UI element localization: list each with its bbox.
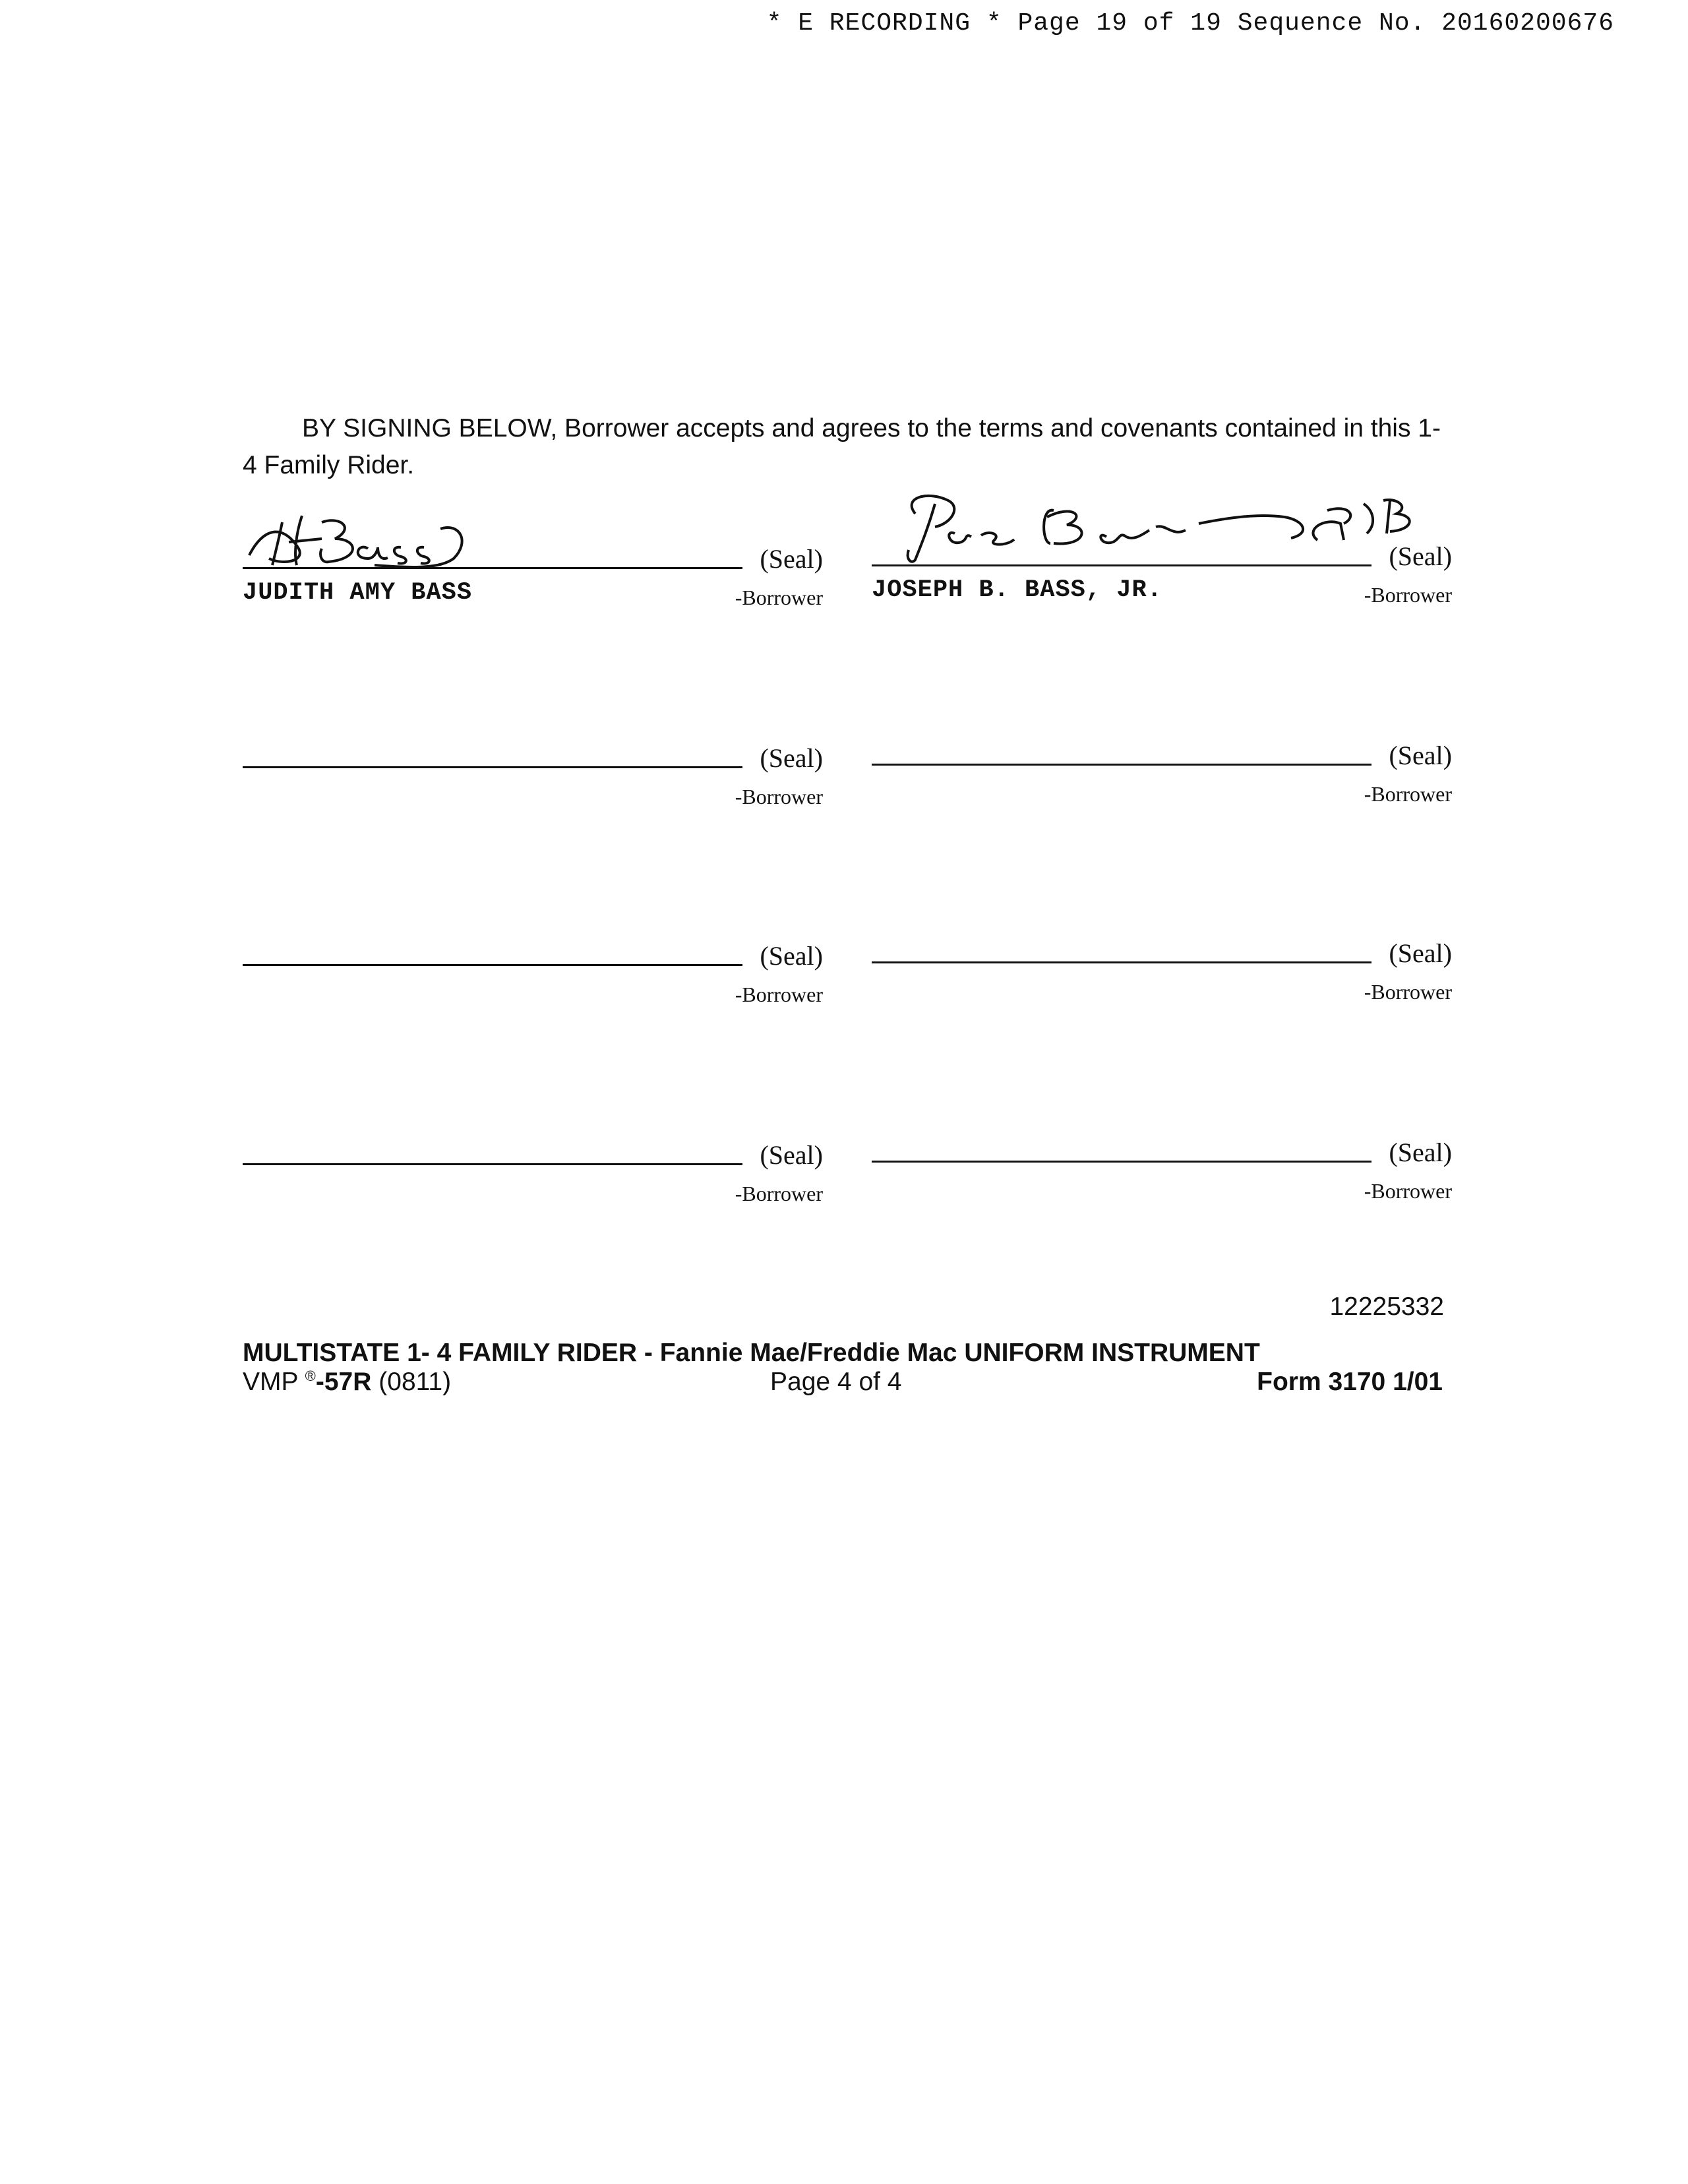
signature-block-4 [872, 729, 1452, 808]
signature-line [243, 1163, 742, 1165]
signature-line [872, 564, 1372, 566]
signature-line [872, 764, 1372, 766]
signature-line [872, 1161, 1372, 1163]
form-number: Form 3170 1/01 [1257, 1368, 1443, 1396]
form-code-rev: (0811) [378, 1368, 452, 1396]
form-code-suffix: -57R [315, 1368, 372, 1396]
borrower-label: -Borrower [735, 586, 823, 609]
signature-line [872, 961, 1372, 963]
signature-line [243, 964, 742, 966]
intro-text: BY SIGNING BELOW, Borrower accepts and agrees to the terms and covenants contained in this 1-4 Family Rider. [243, 414, 1441, 479]
seal-label: (Seal) [760, 743, 823, 773]
signature-block-6 [872, 927, 1452, 1006]
borrower-label: -Borrower [735, 983, 823, 1006]
signature-block-3 [243, 732, 823, 811]
registered-mark: ® [305, 1368, 316, 1384]
form-code [243, 1368, 451, 1397]
borrower-label: -Borrower [1364, 782, 1452, 806]
borrower-label: -Borrower [1364, 583, 1452, 607]
signature-block-5 [243, 930, 823, 1009]
form-title: MULTISTATE 1- 4 FAMILY RIDER - Fannie Mae/Freddie Mac UNIFORM INSTRUMENT [243, 1339, 1260, 1367]
signature-block-8 [872, 1126, 1452, 1205]
intro-paragraph [243, 410, 1449, 484]
seal-label: (Seal) [1389, 741, 1452, 770]
loan-number: 12225332 [1329, 1292, 1444, 1321]
page-number: Page 4 of 4 [770, 1368, 902, 1396]
seal-label: (Seal) [760, 1140, 823, 1170]
borrower-label: -Borrower [1364, 980, 1452, 1004]
form-code-prefix: VMP [243, 1368, 298, 1396]
borrower-label: -Borrower [1364, 1179, 1452, 1203]
borrower-label: -Borrower [735, 1182, 823, 1205]
borrower-label: -Borrower [735, 785, 823, 808]
seal-label: (Seal) [1389, 938, 1452, 968]
handwritten-signature-judith [243, 502, 520, 575]
seal-label: (Seal) [1389, 541, 1452, 571]
footer-row [243, 1368, 1443, 1401]
signature-block-7 [243, 1129, 823, 1208]
seal-label: (Seal) [760, 941, 823, 971]
signer-name-judith: JUDITH AMY BASS [243, 579, 473, 607]
signature-line [243, 567, 742, 569]
signature-block-2 [872, 530, 1452, 609]
signature-line [243, 766, 742, 768]
signer-name-joseph: JOSEPH B. BASS, JR. [872, 576, 1162, 604]
seal-label: (Seal) [1389, 1138, 1452, 1167]
recording-stamp: * E RECORDING * Page 19 of 19 Sequence No. 20160200676 [766, 9, 1614, 38]
seal-label: (Seal) [760, 544, 823, 574]
signature-block-1 [243, 533, 823, 612]
